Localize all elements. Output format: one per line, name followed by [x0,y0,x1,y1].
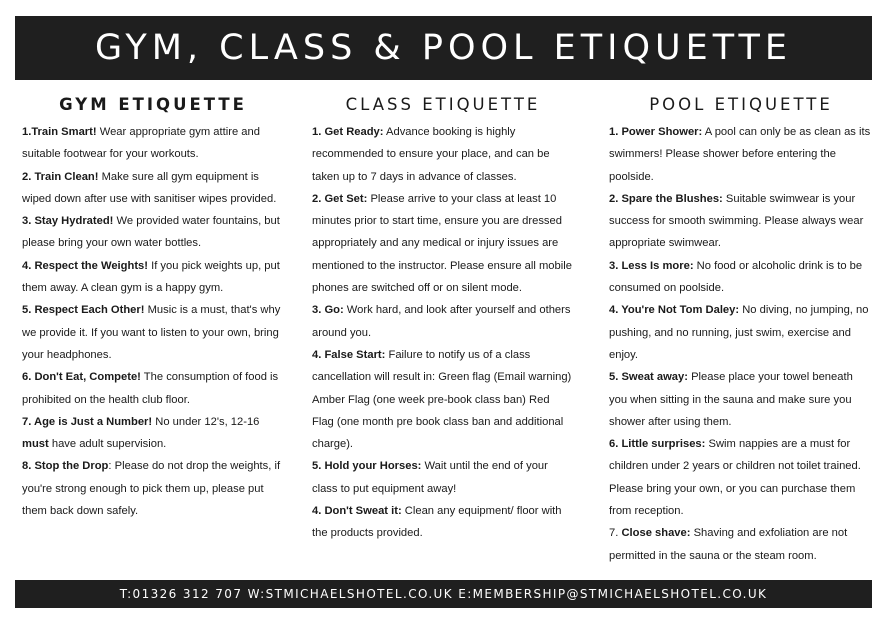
pool-rule-4 [609,299,873,366]
contact-details: T:01326 312 707 W:STMICHAELSHOTEL.CO.UK E:MEMBERSHIP@STMICHAELSHOTEL.CO.UK [119,587,768,601]
rule-title: 3. Stay Hydrated! [22,215,114,228]
rule-title: 4. Respect the Weights! [22,259,148,272]
gym-rule-6 [22,366,284,411]
gym-rule-2 [22,166,284,211]
rule-title: 5. Respect Each Other! [22,304,145,317]
rule-title: 4. You're Not Tom Daley: [609,304,740,317]
rule-title: 6. Don't Eat, Compete! [22,371,141,384]
rule-text: Make sure all gym equipment is wiped down after use with sanitiser wipes provided. [22,170,277,205]
gym-etiquette-column [22,94,284,522]
rule-title: 5. Sweat away: [609,371,688,384]
pool-rule-5 [609,366,873,433]
header-banner [15,16,872,80]
rule-title: 3. Less Is more: [609,259,694,272]
rule-text: Music is a must, that's why we provide it. If you want to listen to your own, bring your headphones. [22,304,281,361]
pool-rule-6 [609,433,873,522]
class-rule-2 [312,188,574,299]
rule-emphasis: must [22,438,49,451]
rule-text: No diving, no jumping, no pushing, and no running, just swim, exercise and enjoy. [609,304,869,361]
class-rule-6 [312,500,574,545]
gym-rule-7 [22,411,284,456]
pool-rule-7 [609,522,873,567]
rule-title: 2. Get Set: [312,192,368,205]
class-rule-4 [312,344,574,455]
rule-text: Suitable swimwear is your success for smooth swimming. Please always wear appropriate swimwear. [609,192,864,250]
rule-text: Shaving and exfoliation are not permitted in the sauna or the steam room. [609,527,848,562]
gym-rule-4 [22,255,284,300]
rule-text: Please arrive to your class at least 10 minutes prior to start time, ensure you are dressed appropriately and any medical or injury issues are mentioned to the instructor. Please ensure all mobile phones are switched off or on silent mode. [312,192,572,295]
rule-title: 4. Don't Sweat it: [312,505,402,518]
rule-text: Advance booking is highly recommended to ensure your place, and can be taken up to 7 days in advance of classes. [312,126,550,183]
gym-rule-1 [22,121,284,166]
pool-rule-2 [609,188,873,255]
rule-title: 1. Power Shower: [609,126,703,138]
pool-rule-1 [609,121,873,188]
rule-text: If you pick weights up, put them away. A clean gym is a happy gym. [22,259,280,295]
pool-etiquette-column [609,94,873,567]
rule-text: Swim nappies are a must for children under 2 years or children not toilet trained. Please bring your own, or you can purchase them from reception. [609,438,861,518]
class-heading: CLASS ETIQUETTE [345,95,541,114]
rule-number: 7. [609,527,622,540]
rule-title: 3. Go: [312,304,344,317]
rule-title: 6. Little surprises: [609,438,706,451]
rule-title: 7. Age is Just a Number! [22,415,153,428]
rule-text: No under 12's, 12-16 [152,415,260,428]
rule-text: have adult supervision. [48,438,167,451]
rule-text: The consumption of food is prohibited on the health club floor. [22,371,279,406]
page-title: GYM, CLASS & POOL ETIQUETTE [94,28,793,68]
rule-title: 1. Get Ready: [312,126,384,138]
gym-rule-8 [22,455,284,522]
gym-heading: GYM ETIQUETTE [59,95,247,114]
rule-text: A pool can only be as clean as its swimmers! Please shower before entering the poolside. [609,126,871,183]
gym-rule-3 [22,210,284,255]
rule-title: 2. Spare the Blushes: [609,192,723,205]
footer-banner [15,580,872,608]
rule-title: 5. Hold your Horses: [312,460,422,473]
rule-text: : Please do not drop the weights, if you're strong enough to pick them up, please put them back down safely. [22,460,281,518]
rule-text: No food or alcoholic drink is to be consumed on poolside. [609,259,863,295]
rule-title: 8. Stop the Drop [22,460,109,473]
rule-title: 1.Train Smart! [22,126,97,138]
class-rule-3 [312,299,574,344]
rule-text: Clean any equipment/ floor with the products provided. [312,505,562,540]
class-etiquette-column [312,94,574,545]
class-rule-1 [312,121,574,188]
rule-text: We provided water fountains, but please bring your own water bottles. [22,215,280,250]
rule-title: 2. Train Clean! [22,170,99,183]
rule-text: Wear appropriate gym attire and suitable footwear for your workouts. [22,126,260,161]
rule-text: Failure to notify us of a class cancellation will result in: Green flag (Email warning) Amber Flag (one week pre-book class ban) Red Flag (one month pre book class ban and additional charge). [312,348,572,451]
rule-text: Wait until the end of your class to put equipment away! [312,460,548,495]
rule-title: Close shave: [621,527,691,540]
gym-rule-5 [22,299,284,366]
pool-heading: POOL ETIQUETTE [649,95,833,114]
rule-text: Please place your towel beneath you when sitting in the sauna and make sure you shower after using them. [609,371,853,428]
class-rule-5 [312,455,574,500]
rule-title: 4. False Start: [312,348,386,361]
rule-text: Work hard, and look after yourself and others around you. [312,304,571,339]
pool-rule-3 [609,255,873,300]
